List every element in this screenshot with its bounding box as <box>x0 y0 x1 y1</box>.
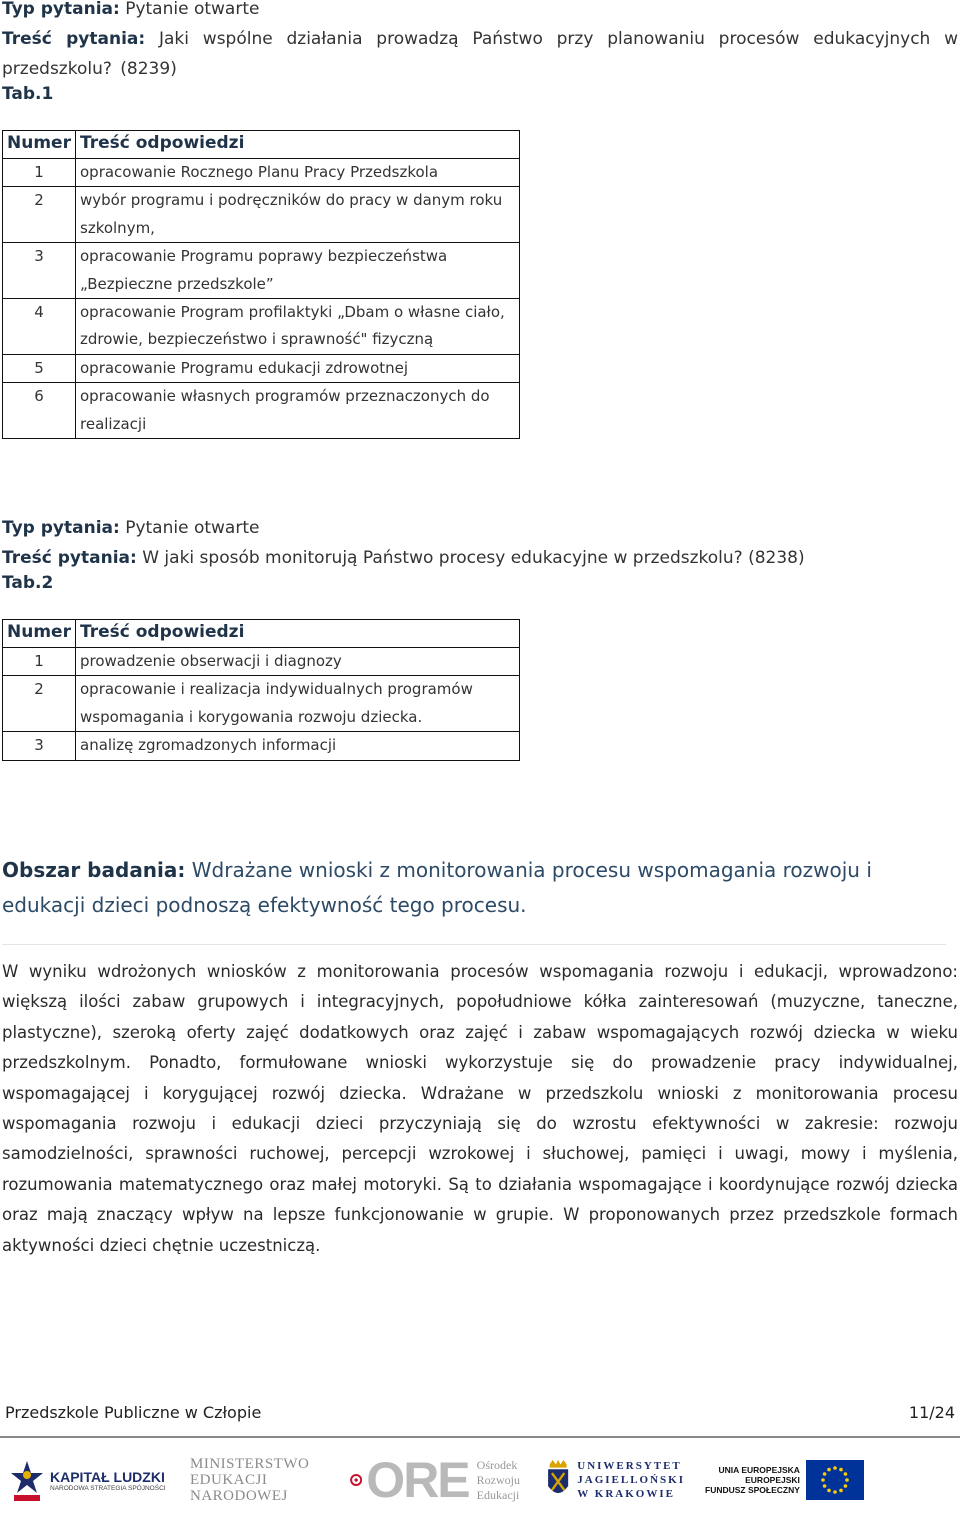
table-header-row <box>3 131 520 159</box>
logo-line: UNIA EUROPEJSKA <box>718 1465 800 1475</box>
answer-line: wspomagania i korygowania rozwoju dziecka. <box>80 707 423 726</box>
table-row <box>3 383 520 439</box>
row-answer <box>76 648 520 676</box>
research-area <box>2 853 958 923</box>
content-label: Treść pytania: <box>2 548 137 568</box>
row-number: 1 <box>3 648 76 676</box>
logo-line: W KRAKOWIE <box>577 1488 675 1500</box>
table-row <box>3 243 520 299</box>
content-value: Jaki wspólne działania prowadzą Państwo przy planowaniu procesów edukacyjnych w przedszkolu? (8239) <box>2 29 959 79</box>
ore-logo <box>350 1448 520 1512</box>
kapital-ludzki-logo <box>10 1448 180 1512</box>
answer-line: wybór programu i podręczników do pracy w danym roku <box>80 191 503 210</box>
table-row <box>3 648 520 676</box>
uj-logo <box>545 1448 685 1512</box>
answers-table-1 <box>2 130 520 439</box>
row-answer <box>76 732 520 760</box>
content-label: Treść pytania: <box>2 29 146 49</box>
divider <box>2 944 946 945</box>
logo-line: UNIWERSYTET <box>577 1460 682 1472</box>
logo-title: KAPITAŁ LUDZKI <box>50 1468 165 1485</box>
question-2-content <box>2 543 958 573</box>
row-number: 5 <box>3 354 76 382</box>
answers-table-2 <box>2 619 520 761</box>
answer-line: analizę zgromadzonych informacji <box>80 736 337 755</box>
type-value: Pytanie otwarte <box>125 0 260 19</box>
row-number: 3 <box>3 732 76 760</box>
logo-line: MINISTERSTWO <box>190 1456 310 1472</box>
logo-line: EDUKACJI <box>190 1472 268 1488</box>
answer-line: opracowanie Programu edukacji zdrowotnej <box>80 358 409 377</box>
answer-line: opracowanie Rocznego Planu Pracy Przedszkola <box>80 163 439 181</box>
question-1-content <box>2 24 958 84</box>
table-row <box>3 159 520 187</box>
logo-line: EUROPEJSKI <box>745 1475 800 1485</box>
men-logo <box>190 1448 310 1512</box>
row-number: 2 <box>3 187 76 243</box>
answer-line: „Bezpieczne przedszkole” <box>80 274 274 293</box>
answer-line: zdrowie, bezpieczeństwo i sprawność" fizyczną <box>80 330 434 349</box>
type-label: Typ pytania: <box>2 518 120 538</box>
logo-subtitle: NARODOWA STRATEGIA SPÓJNOŚCI <box>50 1484 166 1492</box>
row-answer <box>76 187 520 243</box>
question-1-type <box>2 0 958 24</box>
table-row <box>3 299 520 355</box>
row-answer <box>76 299 520 355</box>
content-value: W jaki sposób monitorują Państwo procesy edukacyjne w przedszkolu? (8238) <box>142 548 805 568</box>
question-2-type <box>2 513 958 543</box>
table-row <box>3 354 520 382</box>
row-answer <box>76 354 520 382</box>
logo-line: NARODOWEJ <box>190 1488 288 1504</box>
row-answer <box>76 676 520 732</box>
row-number: 4 <box>3 299 76 355</box>
table-row <box>3 732 520 760</box>
answer-line: opracowanie Programu poprawy bezpieczeństwa <box>80 247 448 266</box>
row-number: 2 <box>3 676 76 732</box>
table-row <box>3 187 520 243</box>
row-answer <box>76 243 520 299</box>
logo-line: Ośrodek <box>476 1457 518 1472</box>
footer-institution: Przedszkole Publiczne w Człopie <box>5 1403 262 1422</box>
row-number: 3 <box>3 243 76 299</box>
kapital-ludzki-star-icon <box>10 1455 44 1505</box>
logo-line: Rozwoju <box>476 1472 520 1487</box>
answer-line: opracowanie i realizacja indywidualnych programów <box>80 680 473 699</box>
uj-crest-icon <box>545 1452 571 1508</box>
column-header-number: Numer <box>3 131 76 159</box>
column-header-number: Numer <box>3 620 76 648</box>
type-value: Pytanie otwarte <box>125 518 260 538</box>
table-header-row <box>3 620 520 648</box>
column-header-answer: Treść odpowiedzi <box>76 131 520 159</box>
logo-line: FUNDUSZ SPOŁECZNY <box>705 1485 800 1495</box>
eu-flag-icon <box>806 1460 864 1500</box>
area-label: Obszar badania: <box>2 858 186 882</box>
ore-circle-icon <box>350 1458 362 1502</box>
answer-line: szkolnym, <box>80 218 155 237</box>
table-number: Tab.1 <box>2 84 54 104</box>
ore-wordmark: ORE <box>366 1452 469 1508</box>
table-number: Tab.2 <box>2 573 54 593</box>
column-header-answer: Treść odpowiedzi <box>76 620 520 648</box>
type-label: Typ pytania: <box>2 0 120 19</box>
answer-line: opracowanie własnych programów przeznaczonych do <box>80 387 490 406</box>
table-row <box>3 676 520 732</box>
footer-divider <box>0 1436 960 1438</box>
answer-line: realizacji <box>80 414 147 433</box>
logo-line: JAGIELLOŃSKI <box>577 1474 685 1486</box>
logo-line: Edukacji <box>476 1487 520 1502</box>
row-answer <box>76 159 520 187</box>
page-number: 11/24 <box>908 1403 955 1422</box>
answer-line: opracowanie Program profilaktyki „Dbam o własne ciało, <box>80 303 505 322</box>
row-number: 1 <box>3 159 76 187</box>
ue-logo <box>705 1448 875 1512</box>
row-number: 6 <box>3 383 76 439</box>
area-text: Wdrażane wnioski z monitorowania procesu wspomagania rozwoju i edukacji dzieci podnoszą efektywność tego procesu. <box>2 858 872 917</box>
body-paragraph: W wyniku wdrożonych wniosków z monitorowania procesów wspomagania rozwoju i edukacji, wprowadzono: większą ilości zabaw grupowych i integracyjnych, popołudniowe kółka zainteresowań (muzyczne, taneczne, plastyczne), szeroką oferty zajęć dodatkowych oraz zajęć i zabaw wspomagających rozwój dziecka w wieku przedszkolnym. Ponadto, formułowane wnioski wykorzystuje się do prowadzenie pracy indywidualnej, wspomagającej i korygującej rozwój dziecka. Wdrażane w przedszkolu wnioski z monitorowania procesu wspomagania rozwoju i edukacji dzieci przyczyniają się do wzrostu efektywności w zakresie: rozwoju samodzielności, sprawności ruchowej, percepcji wzrokowej i słuchowej, pamięci i uwagi, mowy i myślenia, rozumowania matematycznego oraz małej motoryki. Są to działania wspomagające i koordynujące rozwój dziecka oraz mają znaczący wpływ na lepsze funkcjonowanie w grupie. W proponowanych przez przedszkole formach aktywności dzieci chętnie uczestniczą. <box>2 962 958 1255</box>
answer-line: prowadzenie obserwacji i diagnozy <box>80 652 342 670</box>
row-answer <box>76 383 520 439</box>
